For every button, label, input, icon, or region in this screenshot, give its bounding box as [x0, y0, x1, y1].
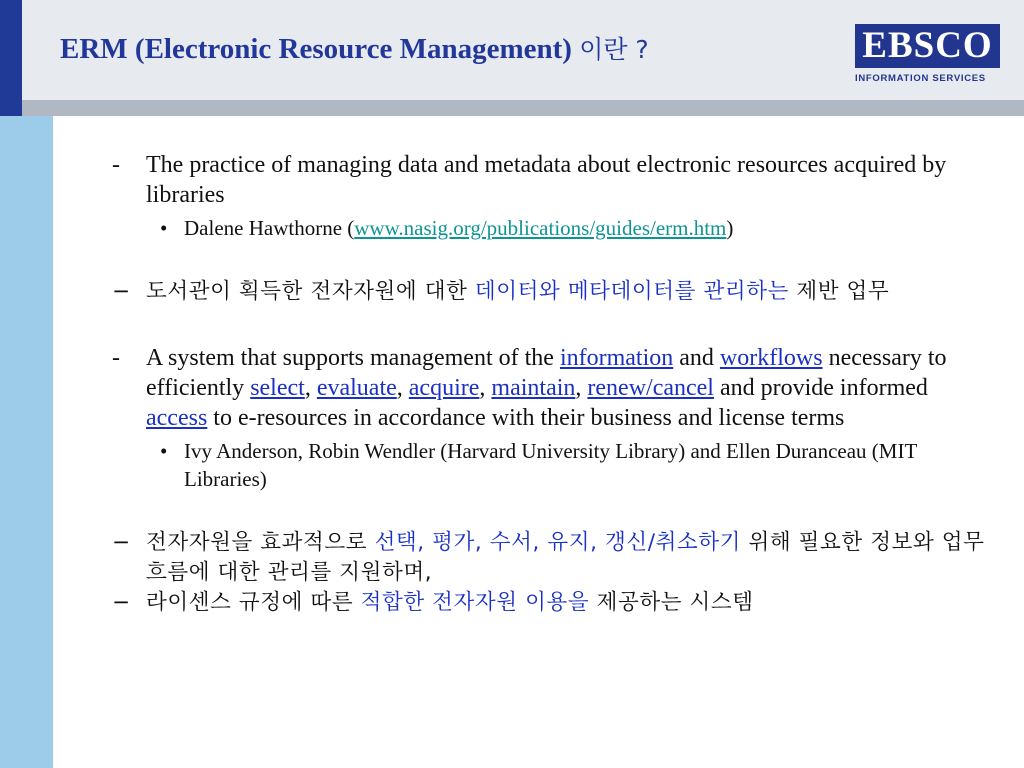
bullet-text-end: 위해 필요한 정보와 업무흐름에 대한 관리를 지원하며,	[146, 530, 985, 585]
slide-body	[108, 150, 988, 618]
ebsco-logo	[855, 24, 1001, 84]
link-maintain[interactable]: maintain	[491, 375, 576, 401]
link-workflows[interactable]: workflows	[719, 345, 823, 371]
bullet-korean-license	[108, 588, 988, 618]
text-part: A system that supports management of the	[146, 345, 560, 371]
slide-title	[60, 30, 649, 66]
dash-marker: −	[112, 530, 131, 555]
bullet-definition	[108, 150, 988, 210]
link-acquire[interactable]: acquire	[408, 375, 480, 401]
text-part: ,	[304, 375, 317, 401]
link-select[interactable]: select	[250, 375, 305, 401]
authors-text: Ivy Anderson, Robin Wendler (Harvard University Library) and Ellen Duranceau (MIT Libraries)	[184, 439, 917, 491]
text-part: and	[673, 345, 720, 371]
text-part: ,	[396, 375, 409, 401]
highlight-text: 적합한 전자자원 이용을	[360, 590, 590, 615]
sub-bullet-authors	[108, 437, 988, 493]
bullet-marker: •	[160, 439, 168, 463]
bullet-korean-system	[108, 528, 988, 588]
header-divider	[22, 100, 1024, 116]
link-access[interactable]: access	[146, 405, 208, 431]
title-korean: 이란 ?	[579, 35, 649, 64]
citation-close: )	[726, 216, 734, 240]
dash-marker: −	[112, 279, 131, 304]
link-renew-cancel[interactable]: renew/cancel	[587, 375, 714, 401]
sub-bullet-citation	[108, 214, 988, 242]
bullet-marker: •	[160, 216, 168, 240]
bullet-text-end: 제반 업무	[788, 279, 890, 304]
bullet-text: 전자자원을 효과적으로	[146, 530, 375, 555]
text-part: to e-resources in accordance with their business and license terms	[207, 405, 845, 431]
text-part: and provide informed	[713, 375, 928, 401]
citation-author: Dalene Hawthorne (	[184, 216, 355, 240]
sidebar-accent-light	[0, 116, 53, 768]
text-part: ,	[479, 375, 492, 401]
highlight-text: 선택, 평가, 수서, 유지, 갱신/취소하기	[374, 530, 742, 555]
title-english: ERM (Electronic Resource Management)	[60, 33, 572, 65]
bullet-text: 도서관이 획득한 전자자원에 대한	[146, 279, 475, 304]
dash-marker: −	[112, 590, 131, 615]
bullet-system	[108, 343, 988, 433]
logo-tagline: INFORMATION SERVICES	[855, 73, 986, 84]
bullet-text-end: 제공하는 시스템	[589, 590, 754, 615]
link-information[interactable]: information	[559, 345, 674, 371]
text-part: ,	[575, 375, 588, 401]
highlight-text: 데이터와 메타데이터를 관리하는	[474, 279, 789, 304]
logo-wordmark: EBSCO	[855, 24, 1000, 68]
link-evaluate[interactable]: evaluate	[316, 375, 397, 401]
text-part: necessary to efficiently	[146, 345, 947, 401]
sidebar-accent-dark	[0, 0, 22, 116]
dash-marker: -	[112, 152, 120, 178]
nasig-link[interactable]: www.nasig.org/publications/guides/erm.htm	[354, 216, 727, 240]
dash-marker: -	[112, 345, 120, 371]
bullet-text: The practice of managing data and metadata about electronic resources acquired by libraries	[146, 152, 947, 208]
bullet-text: 라이센스 규정에 따른	[146, 590, 361, 615]
bullet-korean-definition	[108, 277, 988, 307]
